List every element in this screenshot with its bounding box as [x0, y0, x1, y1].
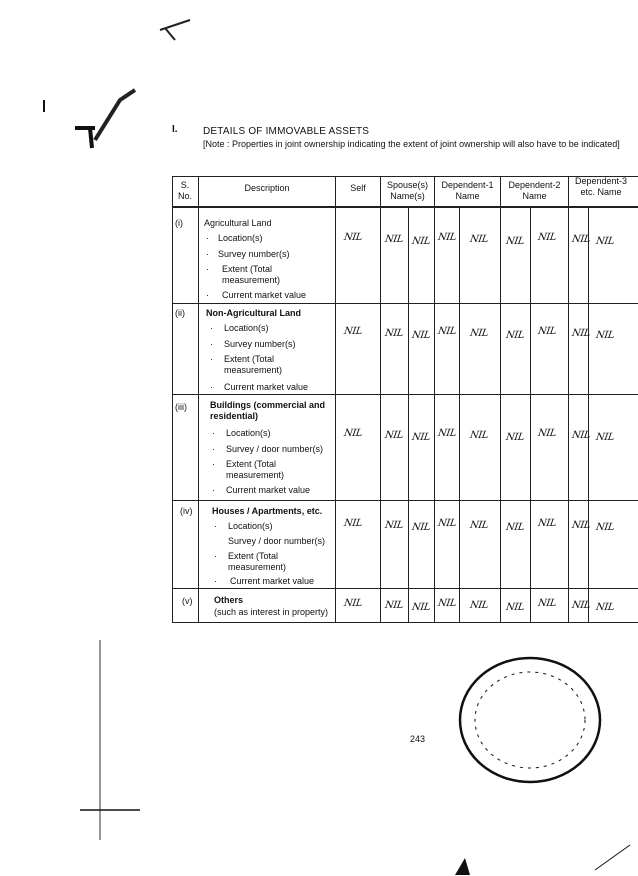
nil-entry: NIL [384, 520, 404, 531]
nil-entry: NIL [343, 598, 363, 609]
nil-entry: NIL [595, 602, 615, 613]
nil-entry: NIL [595, 330, 615, 341]
nil-entry: NIL [343, 518, 363, 529]
nil-entry: NIL [469, 520, 489, 531]
nil-entry: NIL [571, 234, 591, 245]
row-title: Houses / Apartments, etc. [212, 506, 323, 516]
nil-entry: NIL [505, 522, 525, 533]
row-item: Location(s) [228, 521, 273, 531]
nil-entry: NIL [411, 330, 431, 341]
nil-entry: NIL [411, 522, 431, 533]
nil-entry: NIL [343, 428, 363, 439]
row-item: Extent (Total measurement) [228, 551, 287, 572]
header-self: Self [350, 183, 366, 193]
header-dependent-2: Dependent-2 Name [508, 180, 561, 201]
nil-entry: NIL [437, 428, 457, 439]
nil-entry: NIL [595, 236, 615, 247]
section-title: DETAILS OF IMMOVABLE ASSETS [203, 126, 370, 137]
nil-entry: NIL [437, 232, 457, 243]
nil-entry: NIL [595, 522, 615, 533]
nil-entry: NIL [537, 598, 557, 609]
nil-entry: NIL [537, 428, 557, 439]
nil-entry: NIL [469, 430, 489, 441]
nil-entry: NIL [343, 232, 363, 243]
nil-entry: NIL [384, 328, 404, 339]
row-number: (iv) [180, 506, 193, 516]
nil-entry: NIL [571, 600, 591, 611]
nil-entry: NIL [469, 328, 489, 339]
nil-entry: NIL [505, 236, 525, 247]
row-title: Agricultural Land [204, 218, 272, 228]
header-description: Description [244, 183, 290, 193]
row-number: (ii) [175, 308, 185, 318]
row-number: (iii) [175, 402, 187, 412]
section-note: [Note : Properties in joint ownership indicating the extent of joint ownership will also have to be indicated] [203, 139, 620, 149]
row-item: Current market value [224, 382, 309, 392]
row-item: Extent (Total measurement) [224, 354, 283, 375]
row-item: Location(s) [218, 233, 263, 243]
row-item: Location(s) [226, 428, 271, 438]
nil-entry: NIL [537, 518, 557, 529]
nil-entry: NIL [595, 432, 615, 443]
row-item: (such as interest in property) [214, 607, 329, 617]
nil-entry: NIL [571, 520, 591, 531]
page-number: 243 [410, 734, 426, 744]
row-number: (v) [182, 596, 193, 606]
nil-entry: NIL [343, 326, 363, 337]
nil-entry: NIL [437, 518, 457, 529]
nil-entry: NIL [384, 234, 404, 245]
nil-entry: NIL [571, 430, 591, 441]
nil-entry: NIL [469, 234, 489, 245]
nil-entry: NIL [437, 326, 457, 337]
nil-entry: NIL [411, 432, 431, 443]
nil-entry: NIL [411, 602, 431, 613]
scribble-top [160, 20, 190, 40]
header-sno: S. No. [177, 180, 192, 201]
nil-entry: NIL [437, 598, 457, 609]
nil-entry: NIL [384, 430, 404, 441]
nil-entry: NIL [469, 600, 489, 611]
nil-entry: NIL [384, 600, 404, 611]
row-number: (i) [175, 218, 183, 228]
row-item: Survey number(s) [218, 249, 290, 259]
row-item: Current market value [222, 290, 307, 300]
scribble-left [95, 90, 135, 140]
row-item: Extent (Total measurement) [226, 459, 285, 480]
nil-entry: NIL [505, 602, 525, 613]
row-item: Location(s) [224, 323, 269, 333]
nil-entry: NIL [505, 432, 525, 443]
nil-entry: NIL [505, 330, 525, 341]
row-item: Survey / door number(s) [228, 536, 326, 546]
row-item: Current market value [230, 576, 315, 586]
row-item: Extent (Total measurement) [222, 264, 281, 285]
header-dependent-1: Dependent-1 Name [441, 180, 494, 201]
nil-entry: NIL [537, 326, 557, 337]
section-number: I. [172, 124, 178, 135]
row-title: Non-Agricultural Land [206, 308, 301, 318]
seal-stamp [460, 658, 600, 782]
row-title: Others [214, 595, 244, 605]
header-dependent-3: Dependent-3 etc. Name [574, 176, 628, 197]
row-item: Survey / door number(s) [226, 444, 324, 454]
immovable-assets-table: S. No. Description Self Spouse(s) Name(s) Dependent-1 Name Dependent-2 Name Dependent-3 etc. Name (i) Agricultural Land Location(s) Survey number(s) Extent (Total measurement) Current market value · · · · (ii) Non-Agricultural Land Location(s) Survey number(s) Extent (Total measurement) Current market value · · · · (iii) Buildings (commercial and residential) Location(s) Survey / door number(s) Extent (Total measurement) Current market value · · · · (iv) Houses / Apartments, etc. Location(s) Survey / door number(s) Extent (Total measurement) Current market value · · · (v) Others (such as interest in property) NIL NIL NIL NIL NIL NIL NIL NIL NIL NIL NIL NIL NIL NIL NIL NIL NIL NIL NIL NIL NIL NIL NIL NIL NIL NIL NIL NIL NIL NIL NIL NIL NIL NIL NIL NIL NIL NIL NIL NIL NIL NIL NIL NIL NIL [172, 176, 638, 623]
row-title: Buildings (commercial and residential) [210, 400, 326, 421]
row-item: Current market value [226, 485, 311, 495]
nil-entry: NIL [537, 232, 557, 243]
scribble-corner [75, 128, 95, 148]
nil-entry: NIL [571, 328, 591, 339]
row-item: Survey number(s) [224, 339, 296, 349]
nil-entry: NIL [411, 236, 431, 247]
header-spouse: Spouse(s) Name(s) [386, 180, 429, 201]
